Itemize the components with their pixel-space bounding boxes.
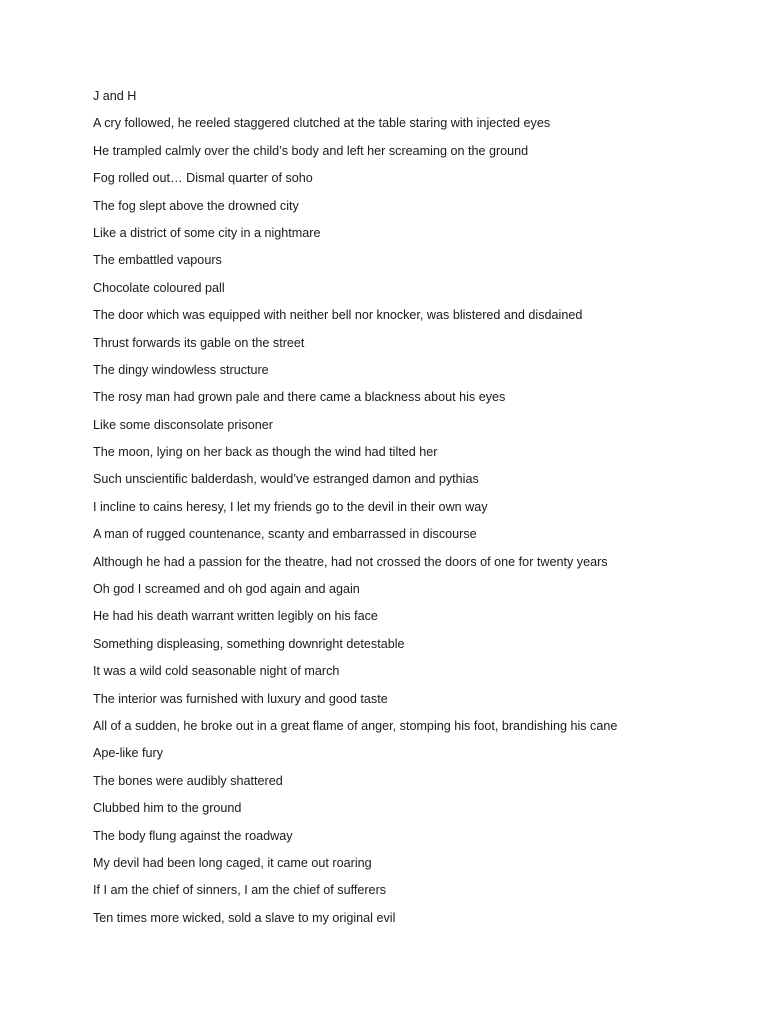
text-line: If I am the chief of sinners, I am the chief of sufferers xyxy=(93,883,387,898)
text-line: It was a wild cold seasonable night of march xyxy=(93,664,340,679)
text-line: I incline to cains heresy, I let my friends go to the devil in their own way xyxy=(93,499,488,514)
text-line: Oh god I screamed and oh god again and again xyxy=(93,582,360,597)
text-line: The dingy windowless structure xyxy=(93,362,269,377)
text-line: He had his death warrant written legibly on his face xyxy=(93,609,378,624)
text-line: A man of rugged countenance, scanty and embarrassed in discourse xyxy=(93,527,477,542)
text-line: Something displeasing, something downright detestable xyxy=(93,636,405,651)
text-line: Although he had a passion for the theatre, had not crossed the doors of one for twenty years xyxy=(93,554,608,569)
document-title: J and H xyxy=(93,89,137,103)
text-line: The interior was furnished with luxury and good taste xyxy=(93,691,388,706)
text-line: Thrust forwards its gable on the street xyxy=(93,335,305,350)
text-line: The embattled vapours xyxy=(93,253,222,268)
text-line: Clubbed him to the ground xyxy=(93,801,242,816)
text-line: He trampled calmly over the child’s body and left her screaming on the ground xyxy=(93,143,529,158)
text-line: The bones were audibly shattered xyxy=(93,773,283,788)
text-line: Chocolate coloured pall xyxy=(93,280,225,295)
text-line: Ten times more wicked, sold a slave to my original evil xyxy=(93,910,396,925)
text-line: The fog slept above the drowned city xyxy=(93,198,299,213)
text-line: The door which was equipped with neither bell nor knocker, was blistered and disdained xyxy=(93,308,583,323)
text-line: A cry followed, he reeled staggered clutched at the table staring with injected eyes xyxy=(93,116,551,131)
text-line: Ape-like fury xyxy=(93,746,163,761)
text-line: My devil had been long caged, it came out roaring xyxy=(93,855,372,870)
text-line: The body flung against the roadway xyxy=(93,828,293,843)
text-line: Such unscientific balderdash, would’ve estranged damon and pythias xyxy=(93,472,479,487)
text-line: Like some disconsolate prisoner xyxy=(93,417,273,432)
text-lines xyxy=(93,86,753,935)
text-line: Like a district of some city in a nightmare xyxy=(93,225,321,240)
text-line: Fog rolled out… Dismal quarter of soho xyxy=(93,171,313,186)
text-line: All of a sudden, he broke out in a great flame of anger, stomping his foot, brandishing his cane xyxy=(93,718,618,733)
text-line: The moon, lying on her back as though the wind had tilted her xyxy=(93,445,438,460)
text-line: The rosy man had grown pale and there came a blackness about his eyes xyxy=(93,390,506,405)
